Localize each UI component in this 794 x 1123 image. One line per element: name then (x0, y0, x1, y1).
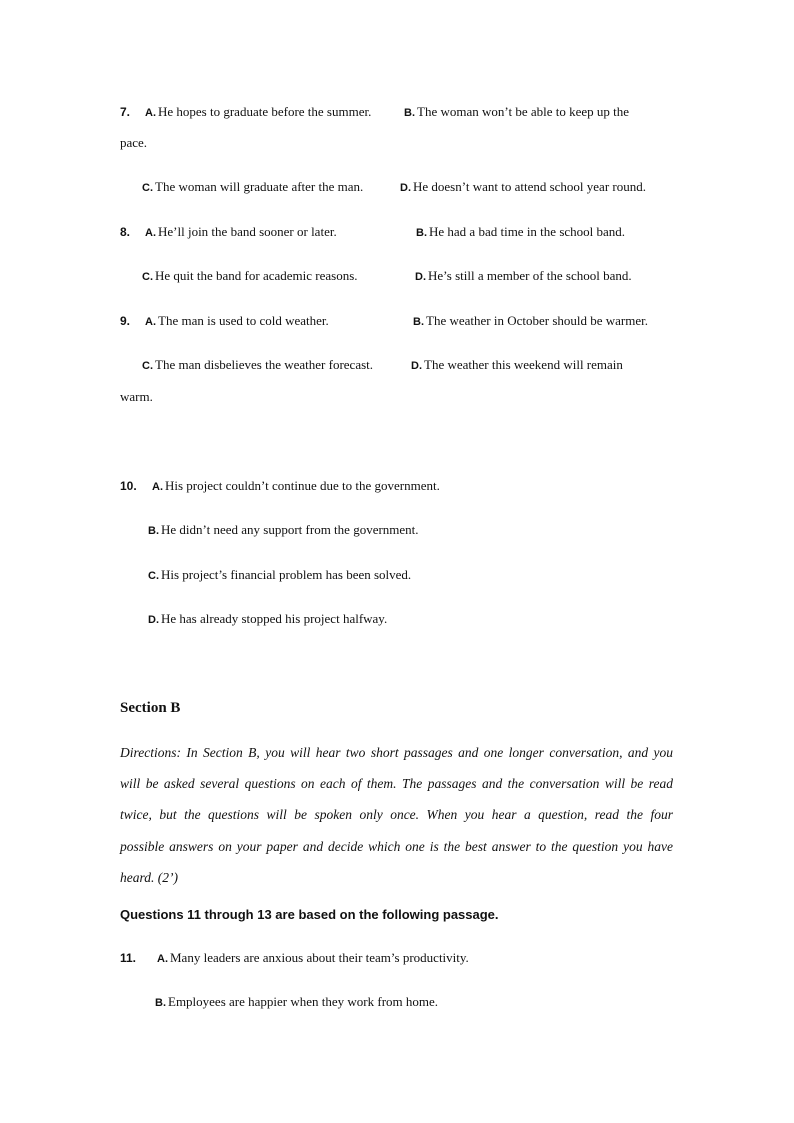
question-8: 8. (120, 225, 131, 239)
question-number: 7. (120, 105, 131, 119)
q10-option-c: C. His project’s financial problem has been solved. (148, 567, 412, 582)
q9-option-b: B. The weather in October should be warmer. (413, 313, 649, 328)
directions-line-1: Directions: In Section B, you will hear two short passages and one longer conversation, and you (120, 745, 673, 760)
directions-line-4: possible answers on your paper and decide which one is the best answer to the question you have (120, 839, 673, 854)
question-9: 9. (120, 314, 131, 328)
directions-line-3: twice, but the questions will be spoken only once. When you hear a question, read the four (120, 807, 673, 822)
q11-option-a: A. Many leaders are anxious about their team’s productivity. (157, 950, 469, 965)
q11-option-b: B. Employees are happier when they work from home. (155, 994, 439, 1009)
q10-option-b: B. He didn’t need any support from the government. (148, 522, 419, 537)
q9-option-d: D. The weather this weekend will remain (411, 357, 623, 372)
question-7 (120, 104, 130, 120)
q8-option-d: D. He’s still a member of the school band. (415, 268, 632, 283)
question-10: 10. (120, 479, 137, 493)
q7-option-d: D. He doesn’t want to attend school year round. (400, 179, 646, 194)
q10-option-d: D. He has already stopped his project halfway. (148, 611, 388, 626)
q9-option-a: A. The man is used to cold weather. (145, 313, 329, 328)
q7-option-c: C. The woman will graduate after the man. (142, 179, 364, 194)
directions-line-5: heard. (2’) (120, 870, 178, 885)
q8-option-a: A. He’ll join the band sooner or later. (145, 224, 337, 239)
passage-heading: Questions 11 through 13 are based on the following passage. (120, 907, 499, 922)
q9-option-c: C. The man disbelieves the weather forecast. (142, 357, 374, 372)
q7-option-b-continued: pace. (120, 135, 148, 150)
question-11: 11. (120, 951, 137, 965)
q8-option-c: C. He quit the band for academic reasons. (142, 268, 358, 283)
q7-option-a: A. He hopes to graduate before the summer. (145, 104, 372, 119)
q7-option-b: B. The woman won’t be able to keep up the (404, 104, 630, 119)
q9-option-d-continued: warm. (120, 389, 153, 404)
q10-option-a: A. His project couldn’t continue due to the government. (152, 478, 440, 493)
section-b-title: Section B (120, 700, 181, 716)
q8-option-b: B. He had a bad time in the school band. (416, 224, 626, 239)
directions-line-2: will be asked several questions on each of them. The passages and the conversation will be read (120, 776, 673, 791)
